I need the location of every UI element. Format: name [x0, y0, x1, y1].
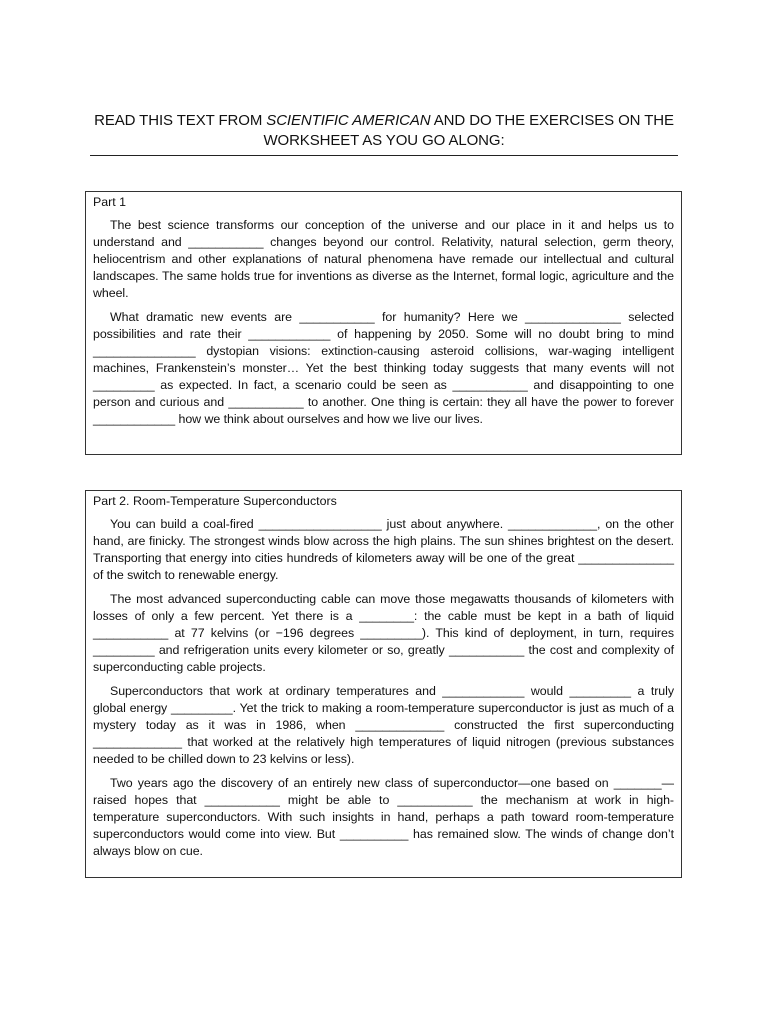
title-italic: SCIENTIFIC AMERICAN: [266, 112, 431, 129]
part1-paragraph-1: The best science transforms our conception of the universe and our place in it and helps us to understand and ___________ changes beyond our control. Relativity, natural selection, germ theory, heliocentrism and other explanations of natural phenomena have remade our intellectual and cultural landscapes. The same holds true for inventions as diverse as the Internet, formal logic, agriculture and the wheel.: [93, 218, 674, 300]
title-text-2: AND DO THE EXERCISES ON THE WORKSHEET AS YOU GO ALONG:: [263, 112, 674, 149]
page-title: [90, 111, 678, 156]
part2-paragraph-3: Superconductors that work at ordinary temperatures and ____________ would _________ a truly global energy _________. Yet the trick to making a room-temperature superconductor is just as much of a mystery today as it was in 1986, when _____________ constructed the first superconducting _____________ that worked at the relatively high temperatures of liquid nitrogen (previous substances needed to be chilled down to 23 kelvins or less).: [93, 684, 674, 766]
part1-paragraph-2: What dramatic new events are ___________ for humanity? Here we ______________ selected possibilities and rate their ____________ of happening by 2050. Some will no doubt bring to mind _______________ dystopian visions: extinction-causing asteroid collisions, war-waging intelligent machines, Frankenstein’s monster… Yet the best thinking today suggests that many events will not _________ as expected. In fact, a scenario could be seen as ___________ and disappointing to one person and curious and ___________ to another. One thing is certain: they all have the power to forever ____________ how we think about ourselves and how we live our lives.: [93, 310, 674, 426]
part2-heading: Part 2. Room-Temperature Superconductors: [93, 494, 337, 508]
part2-paragraph-1: You can build a coal-fired __________________ just about anywhere. _____________, on the other hand, are finicky. The strongest winds blow across the high plains. The sun shines brightest on the desert. Transporting that energy into cities hundreds of kilometers away will be one of the great ______________ of the switch to renewable energy.: [93, 517, 674, 582]
part1-heading: Part 1: [93, 195, 127, 209]
title-text-1: READ THIS TEXT FROM: [94, 112, 267, 129]
part2-paragraph-2: The most advanced superconducting cable can move those megawatts thousands of kilometers with losses of only a few percent. Yet there is a ________: the cable must be kept in a bath of liquid ___________ at 77 kelvins (or −196 degrees _________). This kind of deployment, in turn, requires _________ and refrigeration units every kilometer or so, greatly ___________ the cost and complexity of superconducting cable projects.: [93, 592, 674, 674]
part2-box: [85, 490, 682, 878]
part1-box: [85, 191, 682, 455]
part2-paragraph-4: Two years ago the discovery of an entirely new class of superconductor—one based on _______—raised hopes that ___________ might be able to ___________ the mechanism at work in high-temperature superconductors. With such insights in hand, perhaps a path toward room-temperature superconductors would come into view. But __________ has remained slow. The winds of change don’t always blow on cue.: [93, 776, 674, 858]
